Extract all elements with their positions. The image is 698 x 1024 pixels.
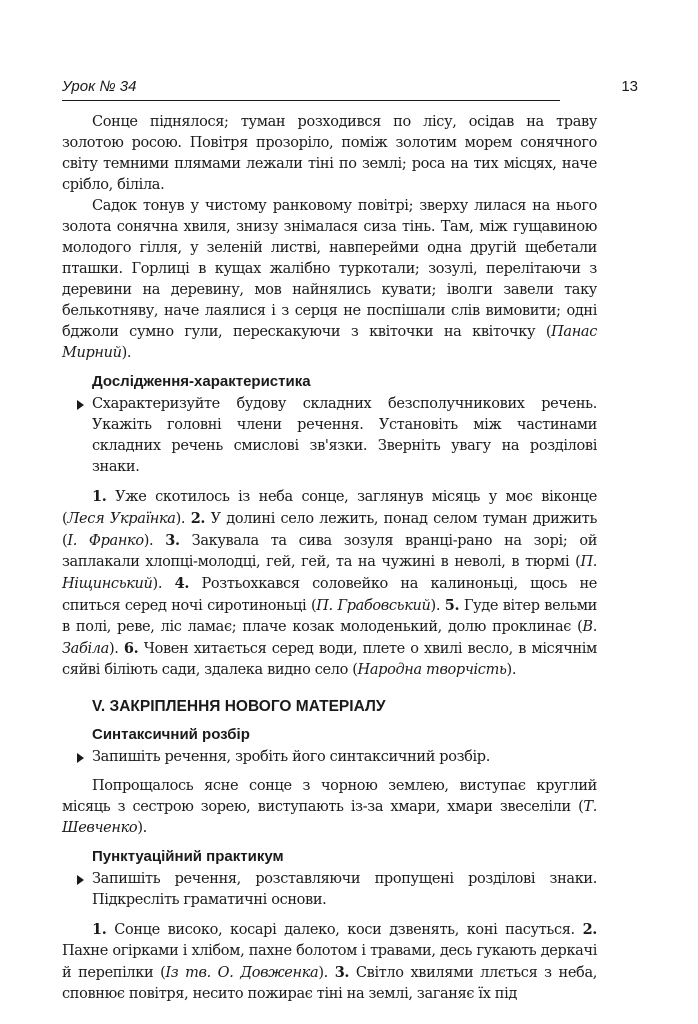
- sentence-end: ).: [318, 965, 335, 981]
- sentence-number: 2.: [582, 921, 597, 938]
- paragraph-end: ).: [121, 345, 132, 361]
- sentence-number: 2.: [190, 510, 206, 527]
- sentence-text: Пахне огірками і хлібом, пахне болотом і травами, десь гукають деркачі й перепілки (: [62, 943, 597, 981]
- sentence-text: Уже скотилось із неба сонце, заглянув місяць у моє віконце (: [62, 489, 597, 527]
- author-name: Т. Шевченко: [62, 799, 597, 836]
- sentence-text: Човен хитається серед води, плете о хвилі весло, в місячнім сяйві біліють сади, здалека видно село (: [62, 641, 597, 678]
- task-punctuation: [62, 869, 597, 911]
- header-rule: [62, 100, 560, 101]
- author-name: Леся Українка: [67, 511, 176, 527]
- sentence-end: ).: [430, 598, 445, 614]
- author-name: Народна творчість: [357, 662, 507, 678]
- section-heading-punctuation: Пунктуаційний практикум: [92, 848, 284, 865]
- sentences-research: [62, 486, 597, 681]
- sentence-end: ).: [108, 641, 124, 657]
- triangle-bullet-icon: [77, 753, 84, 763]
- section-heading-v: V. ЗАКРІПЛЕННЯ НОВОГО МАТЕРІАЛУ: [92, 698, 386, 715]
- sentence-end: ).: [152, 576, 175, 592]
- author-name: П. Грабовський: [316, 598, 431, 614]
- sentence-number: 4.: [174, 575, 190, 592]
- sentence-number: 3.: [334, 964, 350, 981]
- triangle-bullet-icon: [77, 400, 84, 410]
- sentence-number: 1.: [92, 921, 107, 938]
- sentence-end: ).: [143, 533, 166, 549]
- author-name: Панас Мирний: [62, 324, 597, 361]
- sentence-text: Розтьохкався соловейко на калиноньці, щось не спиться серед ночі сиротиноньці (: [62, 576, 597, 614]
- text-paragraph-1: Сонце піднялося; туман розходився по лісу, осідав на траву золотою росою. Повітря прозоріло, поміж золотим морем сонячного світу темними плямами лежали тіні по землі; роса на тих місцях, наче срібло, біліла.: [62, 114, 597, 193]
- sentence-text: Попрощалось ясне сонце з чорною землею, виступає круглий місяць з сестрою зорею, виступають із-за хмари, хмари звеселіли (: [62, 778, 597, 815]
- author-name: І. Франко: [67, 533, 144, 549]
- sentence-text: Закувала та сива зозуля вранці-рано на зорі; ой заплакали хлопці-молодці, гей, гей, та на чужині в неволі, в тюрмі (: [62, 533, 598, 570]
- section-heading-research: Дослідження-характеристика: [92, 373, 311, 390]
- sentence-text: Сонце високо, косарі далеко, коси дзвенять, коні пасуться.: [106, 922, 583, 938]
- sentence-number: 1.: [92, 488, 107, 505]
- sentence-text: У долині село лежить, понад селом туман дрижить (: [62, 511, 597, 549]
- sentence-number: 5.: [444, 597, 460, 614]
- triangle-bullet-icon: [77, 875, 84, 885]
- sentence-text: Світло хвилями ллється з неба, сповнює повітря, несито пожирає тіні на землі, заганяє їх під: [62, 965, 597, 1002]
- task-text: Схарактеризуйте будову складних безсполучникових речень. Укажіть головні члени речення. Установіть між частинами складних речень смислові зв'язки. Зверніть увагу на розділові знаки.: [92, 396, 597, 475]
- sentence-number: 3.: [165, 532, 180, 549]
- sentence-number: 6.: [123, 640, 139, 657]
- syntax-sentence: [62, 776, 597, 839]
- sentence-text: Гуде вітер вельми в полі, реве, ліс ламає; плаче козак молоденький, долю проклинає (: [62, 598, 597, 635]
- task-syntax: [62, 747, 597, 768]
- lesson-title: Урок № 34: [62, 78, 137, 95]
- page-number: 13: [621, 78, 638, 95]
- sentence-end: ).: [506, 662, 517, 678]
- task-research: [62, 394, 597, 478]
- author-name: Із тв. О. Довженка: [165, 965, 319, 981]
- paragraph-text: Садок тонув у чистому ранковому повітрі; зверху лилася на нього золота сонячна хвиля, знизу знімалася сиза тінь. Там, між гущавиною молодого гілля, у зеленій листві, навперейми одна другій щебетали пташки. Горлиці в кущах жалібно туркотали; зозулі, перелітаючи з деревини на деревину, мов найнялись кувати; іволги завели таку белькотняву, наче лаялися і з серця не поспішали слів вимовити; одні бджоли сумно гули, перескакуючи з квіточки на квіточку (: [62, 198, 597, 340]
- sentences-punctuation: [62, 919, 597, 1005]
- sentence-end: ).: [175, 511, 191, 527]
- author-name: В. Забіла: [62, 619, 597, 657]
- sentence-end: ).: [137, 820, 147, 836]
- page-content: [62, 112, 597, 1005]
- text-paragraph-2: [62, 196, 597, 364]
- author-name: П. Ніщинський: [62, 554, 597, 592]
- section-heading-syntax: Синтаксичний розбір: [92, 726, 250, 743]
- task-text: Запишіть речення, розставляючи пропущені розділові знаки. Підкресліть граматичні основи.: [92, 871, 597, 908]
- task-text: Запишіть речення, зробіть його синтаксичний розбір.: [92, 749, 490, 765]
- page-header: [62, 76, 640, 102]
